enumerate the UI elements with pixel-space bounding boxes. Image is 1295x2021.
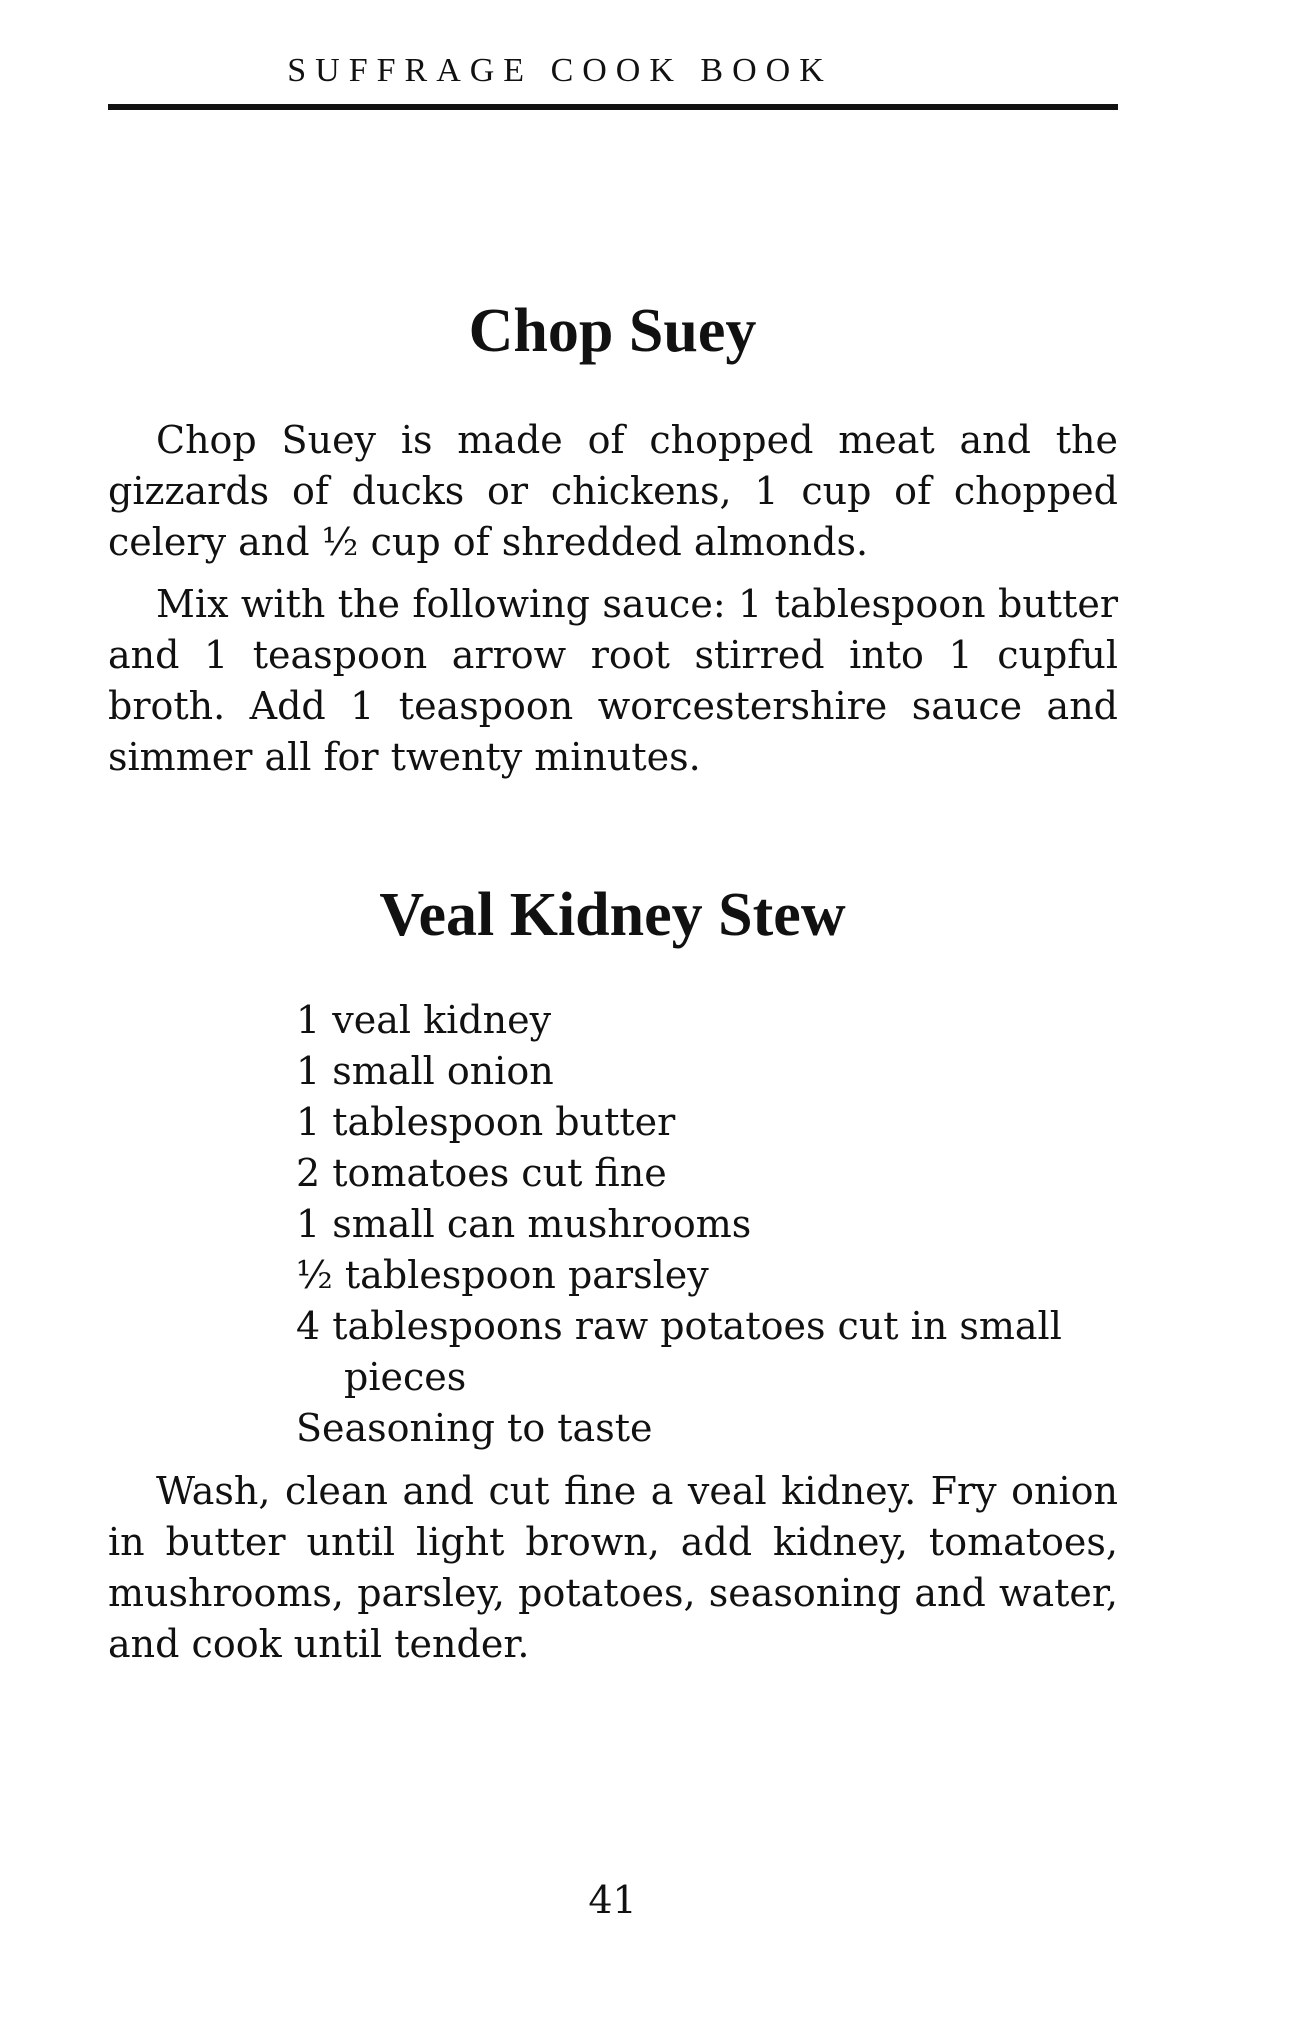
page-number: 41 — [588, 1878, 637, 1922]
running-head: SUFFRAGE COOK BOOK — [287, 52, 833, 89]
recipe-title-veal-kidney-stew: Veal Kidney Stew — [379, 881, 846, 949]
ingredient-item: 1 tablespoon butter — [296, 1100, 676, 1144]
veal-kidney-stew-instructions: Wash, clean and cut fine a veal kidney. Fry onion in butter until light brown, add kidney, tomatoes, mushrooms, parsley, potatoes, seasoning and water, and cook until tender. — [108, 1469, 1118, 1666]
chop-suey-paragraph-1: Chop Suey is made of chopped meat and the gizzards of ducks or chickens, 1 cup of chopped celery and ½ cup of shredded almonds. — [108, 418, 1118, 564]
header-rule — [108, 104, 1118, 110]
recipe-title-chop-suey: Chop Suey — [468, 297, 757, 365]
ingredient-item: 1 small can mushrooms — [296, 1202, 752, 1246]
chop-suey-paragraph-2: Mix with the following sauce: 1 tablespoon butter and 1 teaspoon arrow root stirred into 1 cupful broth. Add 1 teaspoon worcestershire sauce and simmer all for twenty minutes. — [108, 582, 1118, 779]
ingredient-item: Seasoning to taste — [296, 1406, 653, 1450]
ingredient-item: 2 tomatoes cut fine — [296, 1151, 667, 1195]
ingredient-item: 1 small onion — [296, 1049, 554, 1093]
ingredient-list — [296, 995, 1136, 1454]
ingredient-item: ½ tablespoon parsley — [296, 1253, 709, 1297]
ingredient-item: 1 veal kidney — [296, 998, 552, 1042]
ingredient-item: 4 tablespoons raw potatoes cut in small pieces — [296, 1304, 1062, 1399]
